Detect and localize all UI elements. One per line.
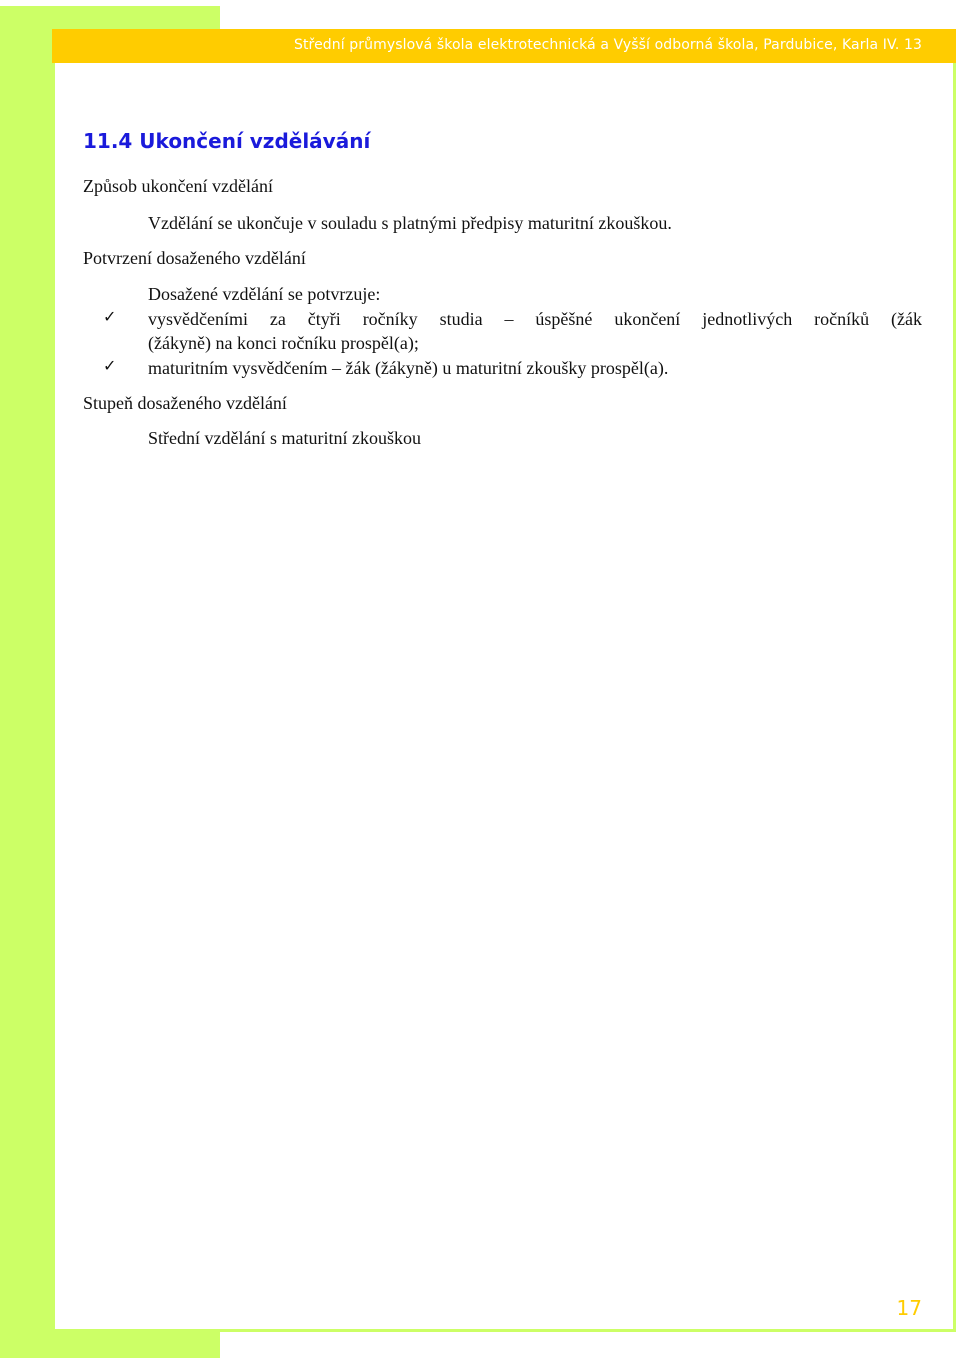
bullet-item-1-line2: (žákyně) na konci ročníku prospěl(a);	[148, 333, 419, 353]
zpusob-text: Vzdělání se ukončuje v souladu s platnými předpisy maturitní zkouškou.	[148, 213, 672, 233]
check-icon: ✓	[103, 307, 117, 326]
page-number: 17	[896, 1296, 922, 1320]
stupen-text: Střední vzdělání s maturitní zkouškou	[148, 428, 421, 448]
header-bar	[52, 29, 956, 63]
zpusob-label: Způsob ukončení vzdělání	[83, 176, 273, 196]
stupen-label: Stupeň dosaženého vzdělání	[83, 393, 287, 413]
potvrzeni-intro: Dosažené vzdělání se potvrzuje:	[148, 284, 381, 304]
header-school-name: Střední průmyslová škola elektrotechnická a Vyšší odborná škola, Pardubice, Karla IV. 13	[293, 37, 922, 53]
section-title: 11.4 Ukončení vzdělávání	[83, 129, 371, 153]
bullet-item-1-line1: vysvědčeními za čtyři ročníky studia – úspěšné ukončení jednotlivých ročníků (žák	[148, 309, 922, 329]
check-icon: ✓	[103, 356, 117, 375]
potvrzeni-label: Potvrzení dosaženého vzdělání	[83, 248, 306, 268]
bullet-item-2: maturitním vysvědčením – žák (žákyně) u maturitní zkoušky prospěl(a).	[148, 358, 669, 378]
